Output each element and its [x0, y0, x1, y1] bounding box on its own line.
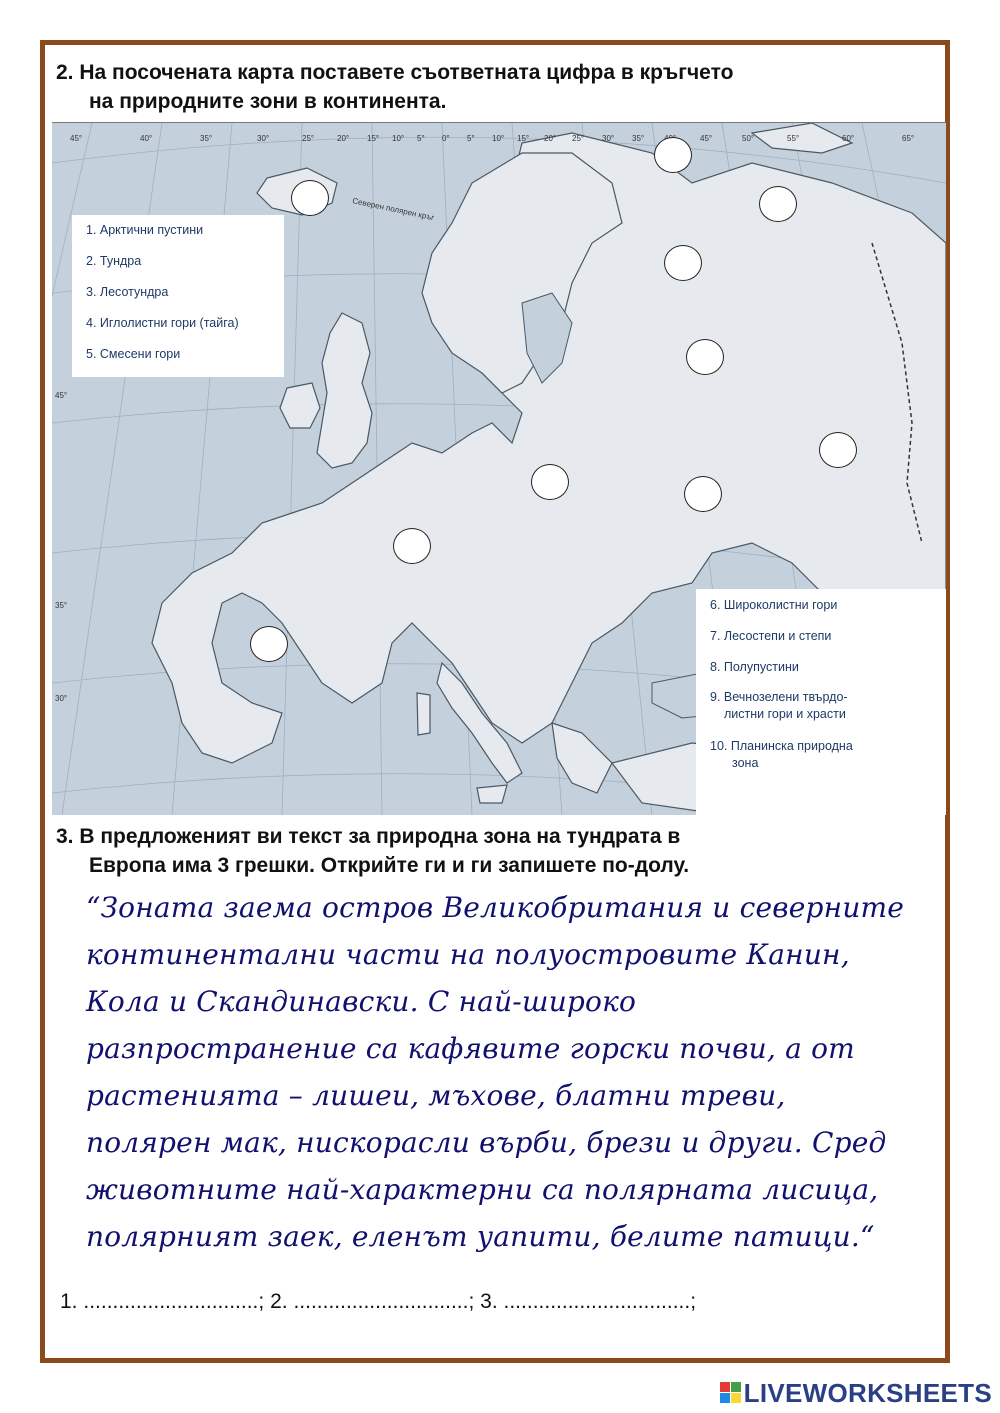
zone-answer-circle[interactable] [291, 180, 329, 216]
lon-label: 25° [302, 134, 315, 143]
answer-number-2: 2. [270, 1290, 288, 1313]
liveworksheets-brand: LIVEWORKSHEETS [743, 1378, 992, 1408]
lon-label: 45° [70, 134, 83, 143]
lon-label: 60° [842, 134, 855, 143]
legend-item [710, 628, 831, 645]
legend-item-text: 6. Широколистни гори [710, 598, 838, 612]
lon-label: 10° [392, 134, 405, 143]
legend-item: 4. Иглолистни гори (тайга) [86, 316, 239, 330]
lon-label: 30° [257, 134, 270, 143]
handwritten-line: полярният заек, еленът уапити, белите патици.“ [86, 1220, 875, 1253]
legend-item: 1. Арктични пустини [86, 223, 204, 237]
legend-left [72, 215, 284, 377]
longitude-labels [70, 134, 914, 143]
answer-number-3: 3. [480, 1290, 498, 1313]
handwritten-line: Кола и Скандинавски. С най-широко [86, 985, 637, 1018]
lon-label: 15° [517, 134, 530, 143]
legend-item-text: 9. Вечнозелени твърдо- [710, 690, 848, 704]
lon-label: 20° [337, 134, 350, 143]
legend-item-text: 8. Полупустини [710, 660, 799, 674]
lat-label: 30° [55, 694, 68, 703]
answer-blank-1[interactable]: ..............................; [83, 1290, 265, 1313]
question-2-title [56, 58, 733, 116]
handwritten-line: полярен мак, нискорасли върби, брези и други. Сред [86, 1126, 887, 1159]
legend-item-cont: зона [732, 756, 759, 770]
lon-label: 5° [467, 134, 475, 143]
lon-label: 35° [200, 134, 213, 143]
europe-map [52, 122, 946, 815]
lon-label: 25° [572, 134, 585, 143]
legend-item [710, 689, 848, 723]
handwritten-paragraph [86, 884, 946, 1260]
lon-label: 55° [787, 134, 800, 143]
zone-answer-circle[interactable] [684, 476, 722, 512]
legend-right [696, 589, 946, 815]
zone-answer-circle[interactable] [686, 339, 724, 375]
handwritten-line: “Зоната заема остров Великобритания и северните [86, 891, 905, 924]
legend-item-text: 7. Лесостепи и степи [710, 629, 832, 643]
question-2-line-2: на природните зони в континента. [89, 90, 447, 113]
answer-number-1: 1. [60, 1290, 78, 1313]
legend-item [710, 659, 799, 676]
zone-answer-circle[interactable] [664, 245, 702, 281]
zone-answer-circle[interactable] [250, 626, 288, 662]
answer-blank-2[interactable]: ..............................; [293, 1290, 475, 1313]
lon-label: 50° [742, 134, 755, 143]
legend-item: 3. Лесотундра [86, 285, 169, 299]
zone-answer-circle[interactable] [531, 464, 569, 500]
question-3-line-1: 3. В предложеният ви текст за природна зона на тундрата в [56, 825, 681, 848]
question-3-title [56, 822, 689, 880]
lon-label: 0° [442, 134, 450, 143]
legend-item: 5. Смесени гори [86, 347, 181, 361]
zone-answer-circle[interactable] [819, 432, 857, 468]
lon-label: 30° [602, 134, 615, 143]
handwritten-line: растенията – лишеи, мъхове, блатни треви, [86, 1079, 786, 1112]
legend-item [710, 738, 853, 772]
zone-answer-circle[interactable] [393, 528, 431, 564]
arctic-circle-label: Северен полярен кръг [351, 196, 436, 223]
lon-label: 20° [544, 134, 557, 143]
handwritten-line: континентални части на полуостровите Канин, [86, 938, 850, 971]
legend-item-cont: листни гори и храсти [724, 707, 846, 721]
question-2-line-1: 2. На посочената карта поставете съответната цифра в кръгчето [56, 61, 734, 84]
lon-label: 15° [367, 134, 380, 143]
liveworksheets-logo-icon [720, 1382, 742, 1404]
lon-label: 35° [632, 134, 645, 143]
lon-label: 40° [140, 134, 153, 143]
handwritten-line: разпространение са кафявите горски почви, а от [86, 1032, 855, 1065]
liveworksheets-footer [720, 1378, 992, 1409]
lon-label: 10° [492, 134, 505, 143]
question-3-line-2: Европа има 3 грешки. Открийте ги и ги запишете по-долу. [89, 854, 690, 877]
legend-item [710, 597, 837, 614]
lon-label: 5° [417, 134, 425, 143]
lat-label: 35° [55, 601, 68, 610]
zone-answer-circle[interactable] [654, 137, 692, 173]
latitude-labels [55, 391, 67, 703]
lon-label: 65° [902, 134, 915, 143]
answer-blank-3[interactable]: ................................; [503, 1290, 697, 1313]
legend-item-text: 10. Планинска природна [710, 739, 853, 753]
lat-label: 45° [55, 391, 68, 400]
lon-label: 45° [700, 134, 713, 143]
legend-item: 2. Тундра [86, 254, 142, 268]
zone-answer-circle[interactable] [759, 186, 797, 222]
handwritten-line: животните най-характерни са полярната лисица, [86, 1173, 879, 1206]
answer-line [60, 1290, 696, 1314]
